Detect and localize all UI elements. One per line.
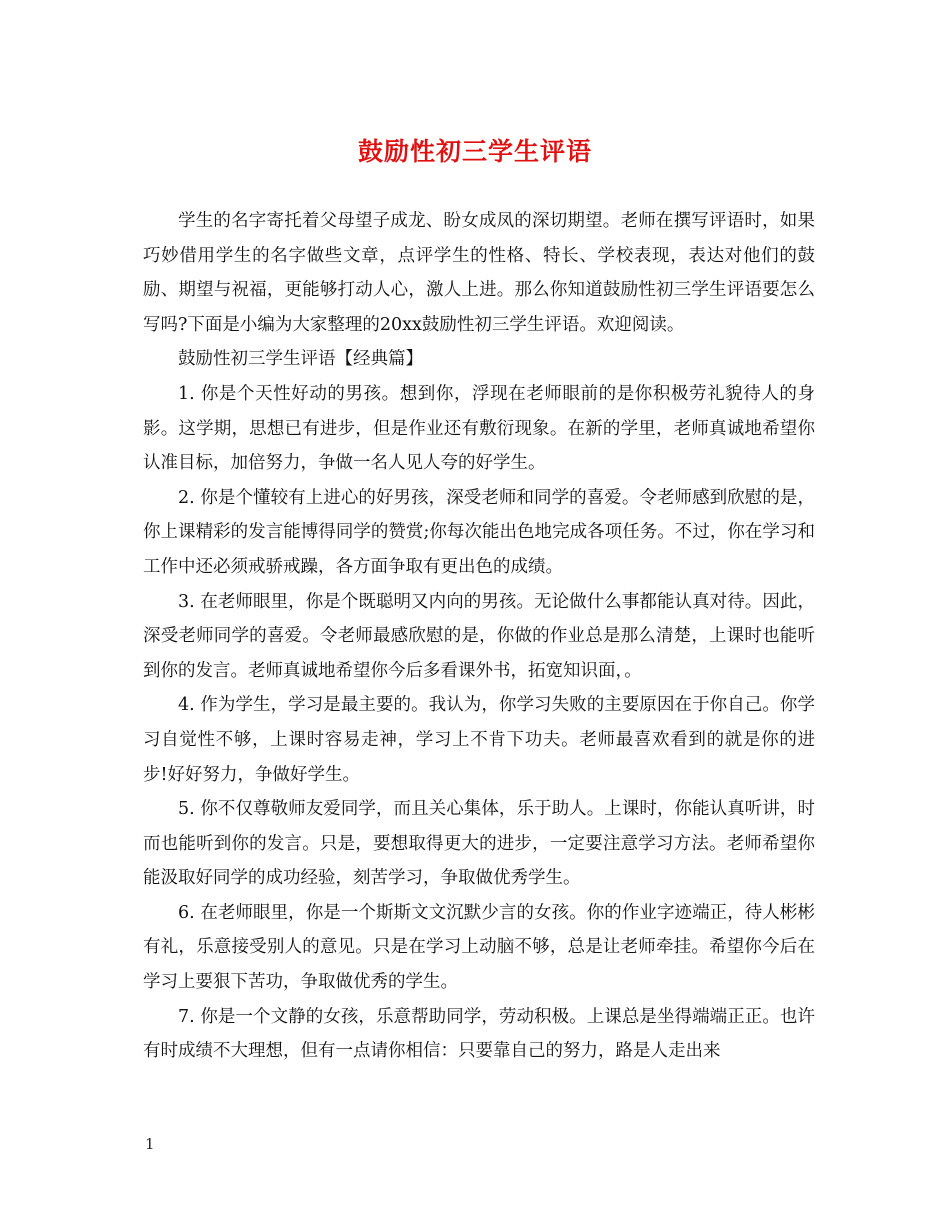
section-heading: 鼓励性初三学生评语【经典篇】 [178, 349, 423, 370]
comment-paragraph-7: 7. 你是一个文静的女孩，乐意帮助同学，劳动积极。上课总是坐得端端正正。也许有时成绩不大理想，但有一点请你相信：只要靠自己的努力，路是人走出来 [143, 1006, 815, 1062]
intro-paragraph: 学生的名字寄托着父母望子成龙、盼女成凤的深切期望。老师在撰写评语时，如果巧妙借用学生的名字做些文章，点评学生的性格、特长、学校表现，表达对他们的鼓励、期望与祝福，更能够打动人心，激人上进。那么你知道鼓励性初三学生评语要怎么写吗?下面是小编为大家整理的20xx鼓励性初三学生评语。欢迎阅读。 [143, 211, 815, 335]
comment-paragraph-3: 3. 在老师眼里，你是个既聪明又内向的男孩。无论做什么事都能认真对待。因此，深受老师同学的喜爱。令老师最感欣慰的是，你做的作业总是那么清楚，上课时也能听到你的发言。老师真诚地希望你今后多看课外书，拓宽知识面，。 [143, 591, 815, 681]
comment-paragraph-5: 5. 你不仅尊敬师友爱同学，而且关心集体，乐于助人。上课时，你能认真听讲，时而也能听到你的发言。只是，要想取得更大的进步，一定要注意学习方法。老师希望你能汲取好同学的成功经验，刻苦学习，争取做优秀学生。 [143, 799, 815, 889]
comment-paragraph-4: 4. 作为学生，学习是最主要的。我认为，你学习失败的主要原因在于你自己。你学习自觉性不够，上课时容易走神，学习上不肯下功夫。老师最喜欢看到的就是你的进步!好好努力，争做好学生。 [143, 695, 815, 785]
page-number: 1 [145, 1135, 155, 1153]
comment-paragraph-2: 2. 你是个懂较有上进心的好男孩，深受老师和同学的喜爱。令老师感到欣慰的是，你上课精彩的发言能博得同学的赞赏;你每次能出色地完成各项任务。不过，你在学习和工作中还必须戒骄戒躁，各方面争取有更出色的成绩。 [143, 487, 815, 577]
document-body [143, 204, 815, 1069]
comment-paragraph-1: 1. 你是个天性好动的男孩。想到你，浮现在老师眼前的是你积极劳礼貌待人的身影。这学期，思想已有进步，但是作业还有敷衍现象。在新的学里，老师真诚地希望你认准目标，加倍努力，争做一名人见人夸的好学生。 [143, 383, 815, 474]
document-title: 鼓励性初三学生评语 [357, 137, 592, 166]
comment-paragraph-6: 6. 在老师眼里，你是一个斯斯文文沉默少言的女孩。你的作业字迹端正，待人彬彬有礼，乐意接受别人的意见。只是在学习上动脑不够，总是让老师牵挂。希望你今后在学习上要狠下苦功，争取做优秀的学生。 [143, 902, 815, 993]
